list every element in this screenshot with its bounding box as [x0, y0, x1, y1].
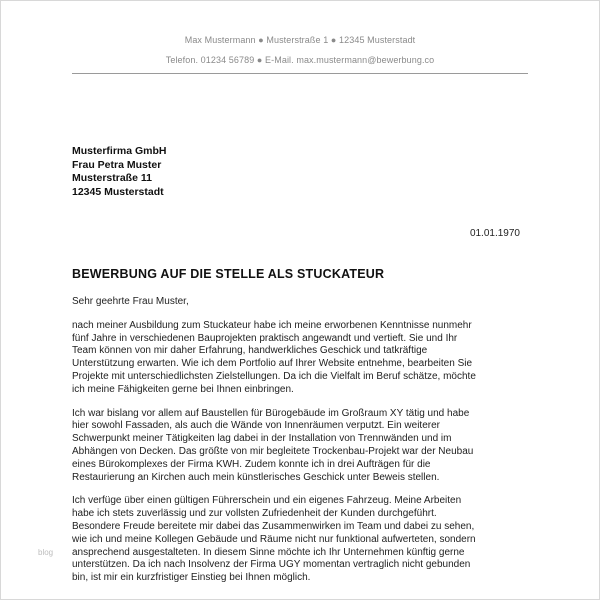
- text-line: Team können von mir daher Erfahrung, handwerkliches Geschick und tatkräftige: [72, 345, 428, 357]
- recipient-street: Musterstraße 11: [72, 172, 152, 184]
- recipient-person: Frau Petra Muster: [72, 158, 162, 171]
- letter-body: [72, 296, 532, 596]
- text-line: Besondere Freude bereitete mir dabei das Zusammenwirken im Team und dabei zu sehen,: [72, 520, 475, 532]
- text-line: bin, ist mir ein kurzfristiger Einstieg bei Ihnen möglich.: [72, 572, 311, 584]
- text-line: hier sowohl Fassaden, als auch die Wände von Innenräumen verputzt. Ein weiterer: [72, 420, 440, 432]
- recipient-city: 12345 Musterstadt: [72, 185, 164, 198]
- text-line: Ich war bislang vor allem auf Baustellen für Bürogebäude im Großraum XY tätig und habe: [72, 407, 470, 419]
- text-line: Projekte mit unterschiedlichsten Zielstellungen. Da ich die Vielfalt im Beruf schätze, möchte: [72, 370, 476, 382]
- watermark-text: blog: [38, 548, 54, 557]
- text-line: Unterstützung erwarten. Wie ich dem Portfolio auf Ihrer Website entnehme, bearbeiten Sie: [72, 358, 473, 370]
- sender-address: Max Mustermann ● Musterstraße 1 ● 12345 Musterstadt: [184, 35, 416, 45]
- text-line: fünf Jahre in verschiedenen Bauprojekten praktisch angewandt und vertieft. Sie und Ihr: [72, 332, 458, 344]
- text-line: nach meiner Ausbildung zum Stuckateur habe ich meine erworbenen Kenntnisse nunmehr: [72, 319, 472, 331]
- recipient-address: [72, 145, 167, 199]
- text-line: Restaurierung an Kirchen auch mein künstlerisches Geschick unter Beweis stellen.: [72, 471, 440, 483]
- letter-subject: BEWERBUNG AUF DIE STELLE ALS STUCKATEUR: [72, 267, 385, 281]
- paragraph-2: [72, 408, 532, 485]
- text-line: eines Bürokomplexes der Firma KWH. Zudem konnte ich in drei Aufträgen für die: [72, 458, 431, 470]
- recipient-company: Musterfirma GmbH: [72, 145, 167, 157]
- header-divider: [72, 73, 528, 74]
- text-line: wie ich und meine Kollegen Gebäude und Räume nicht nur funktional aufwerteten, sondern: [72, 533, 476, 545]
- text-line: unterstützen. Da ich nach Insolvenz der Firma UGY momentan vertraglich nicht gebunden: [72, 559, 471, 571]
- text-line: Schwerpunkt meiner Tätigkeiten lag dabei in der Installation von Trennwänden und im: [72, 433, 452, 445]
- salutation: Sehr geehrte Frau Muster,: [72, 296, 189, 307]
- sender-contact: Telefon. 01234 56789 ● E-Mail. max.mustermann@bewerbung.co: [165, 55, 435, 65]
- text-line: ich meine Fähigkeiten gerne bei Ihnen einbringen.: [72, 383, 294, 395]
- text-line: habe ich stets zuverlässig und zur vollsten Zufriedenheit der Kunden durchgeführt.: [72, 508, 437, 520]
- paragraph-3: [72, 495, 532, 585]
- text-line: ansprechend ausgestalteten. In diesem Sinne möchte ich Ihr Unternehmen künftig gerne: [72, 546, 465, 558]
- letter-date: 01.01.1970: [469, 228, 520, 239]
- text-line: Ich verfüge über einen gültigen Führerschein und ein eigenes Fahrzeug. Meine Arbeiten: [72, 495, 462, 507]
- paragraph-1: [72, 320, 532, 397]
- text-line: Abhängen von Decken. Das größte von mir begleitete Trockenbau-Projekt war der Neubau: [72, 445, 474, 457]
